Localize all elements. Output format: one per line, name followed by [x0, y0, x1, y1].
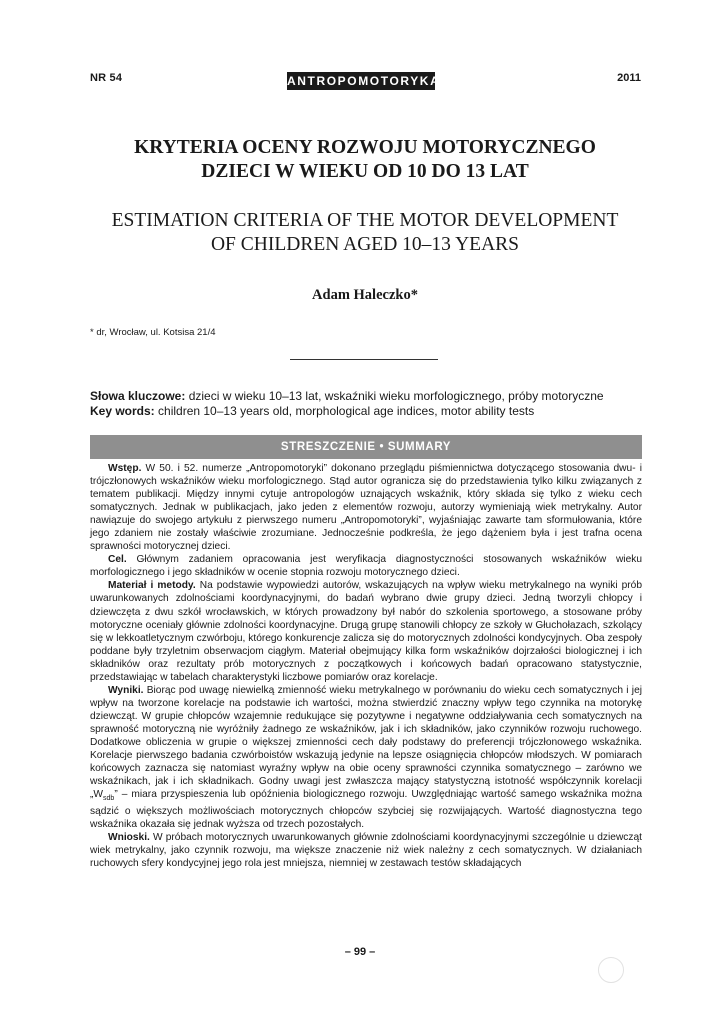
- abstract-paragraph-results: [90, 684, 642, 832]
- abstract-label: Cel.: [108, 554, 127, 566]
- abstract-label: Wstęp.: [108, 463, 142, 474]
- issue-number: NR 54: [90, 72, 123, 84]
- abstract-text: Biorąc pod uwagę niewielką zmienność wieku metrykalnego w porównaniu do wieku cech somatycznych i jej wpływ na tworzone korelacje na podstawie ich wartości, można stwierdzić znaczny wpływ tego czynnika na motorykę dziewcząt. W grupie chłopców wzajemnie redukujące się pozytywne i negatywne oddziaływania cech somatycznych na sprawność motoryczną nie wyróżniły żadnego ze wskaźników, jak i ich składników, jako czynników rozwoju ruchowego. Dodatkowe obliczenia w grupie o większej zmienności cech dały podstawy do preferencji trójczłonowego wskaźnika. Korelacje pierwszego badania czwórboistów wskazują jedynie na lepsze osiągnięcia chłopców młodszych. W pomiarach końcowych zaznacza się natomiast wyraźny wpływ na obie oceny sprawności czynnika somatycznego – zarówno we wskaźnikach, jak i ich składnikach. Godny uwagi jest zwłaszcza mający statystyczną istotność współczynnik korelacji „W: [90, 684, 642, 801]
- abstract-paragraph-aim: [90, 553, 642, 579]
- journal-name: ANTROPOMOTORYKA: [287, 74, 441, 88]
- keywords-english: [90, 404, 650, 419]
- page-number: – 99 –: [344, 946, 376, 958]
- author-name: Adam Haleczko*: [312, 287, 418, 303]
- title-english-line-2: OF CHILDREN AGED 10–13 YEARS: [210, 234, 520, 255]
- author-footnote: * dr, Wrocław, ul. Kotsisa 21/4: [90, 327, 216, 338]
- abstract-text: Na podstawie wypowiedzi autorów, wskazujących na wpływ wieku metrykalnego na wyniki prób uwarunkowanych zdolnościami koordynacyjnymi, do badań wybrano dwie grupy dzieci. Jedną tworzyli chłopcy i dziewczęta z dwu szkół wrocławskich, w których prowadzony był nabór do szkolenia sportowego, a stosowane próby motoryczne oceniały głównie zdolności koordynacyjne. Drugą grupę stanowili chłopcy ze szkoły w Głuchołazach, szkolący się w lekkoatletycznym czwórboju, którego konkurencje zalicza się do motorycznych zdolności kondycyjnych. Oba zespoły poddane były trzyletnim obserwacjom ciągłym. Materiał obejmujący kilka form wskaźników dojrzałości biologicznej i ich składników oraz rezultaty prób motorycznych z początkowych i końcowych badań opracowano statystycznie, przedstawiając w tabelach charakterystyki liczbowe pomiarów oraz korelacje.: [90, 580, 643, 683]
- keywords-english-text: children 10–13 years old, morphological age indices, motor ability tests: [154, 404, 535, 418]
- abstract-label: Wyniki.: [108, 684, 144, 696]
- issue-year: 2011: [617, 72, 641, 84]
- summary-heading-bar: STRESZCZENIE • SUMMARY: [90, 435, 642, 459]
- title-polish: [80, 136, 650, 184]
- abstract-label: Wnioski.: [108, 832, 150, 844]
- abstract-text: W próbach motorycznych uwarunkowanych głównie zdolnościami koordynacyjnymi szczególnie u dziewcząt wiek metrykalny, jako czynnik rozwoju, ma większe znaczenie niż wiek należny z cech somatycznych. W działaniach ruchowych sfery kondycyjnej jego rola jest mniejsza, niemniej w zestawach testów składających: [90, 832, 642, 870]
- abstract-subscript: sdb: [103, 795, 115, 803]
- abstract-text-continued: ” – miara przyspieszenia lub opóźnienia biologicznego rozwoju. Uwzględniając wartość samego wskaźnika można sądzić o większych możliwościach motorycznych chłopców szybciej się rozwijających. Wartość diagnostyczna tego wskaźnika okazała się jednak wyższa od trzech pozostałych.: [90, 789, 642, 831]
- keywords-english-label: Key words:: [90, 404, 155, 418]
- title-english-line-1: ESTIMATION CRITERIA OF THE MOTOR DEVELOPMENT: [111, 210, 619, 231]
- abstract-paragraph-introduction: [90, 462, 642, 553]
- title-polish-line-1: KRYTERIA OCENY ROZWOJU MOTORYCZNEGO: [134, 137, 596, 158]
- abstract-text: W 50. i 52. numerze „Antropomotoryki” dokonano przeglądu piśmiennictwa dotyczącego stosowania dwu- i trójczłonowych wskaźników wieku morfologicznego. Stąd autor ogranicza się do przedstawienia tylko kilku związanych z tematem publikacji. Między innymi cytuje antropologów uznających wskaźnik, który składa się tylko z wieku cech somatycznych. Jednak w publikacjach, jako jeden z elementów rozwoju, autorzy wymieniają wiek metrykalny. Autor nawiązuje do swojego artykułu z pierwszego numeru „Antropomotoryki”, wyjaśniając zawarte tam sformułowania, które jego zdaniem nie zostały właściwie zrozumiane. Jednocześnie podkreśla, że jego dążeniem była i jest trafna ocena sprawności motorycznej dzieci.: [90, 463, 642, 553]
- keywords-polish-text: dzieci w wieku 10–13 lat, wskaźniki wieku morfologicznego, próby motoryczne: [185, 389, 604, 403]
- separator-rule: [290, 359, 438, 360]
- keywords-polish-label: Słowa kluczowe:: [90, 389, 186, 403]
- abstract-text: Głównym zadaniem opracowania jest weryfikacja diagnostyczności stosowanych wskaźników wieku morfologicznego i jego składników w ocenie stopnia rozwoju motorycznego dzieci.: [90, 554, 642, 579]
- abstract-paragraph-methods: [90, 579, 642, 683]
- abstract-paragraph-conclusions: [90, 831, 642, 870]
- abstract-label: Materiał i metody.: [108, 580, 196, 592]
- title-english: [80, 209, 650, 257]
- title-polish-line-2: DZIECI W WIEKU OD 10 DO 13 LAT: [201, 161, 529, 182]
- keywords-polish: [90, 389, 650, 404]
- keywords-block: [90, 389, 650, 419]
- watermark-stamp-icon: [598, 957, 624, 983]
- abstract-body: [90, 462, 642, 870]
